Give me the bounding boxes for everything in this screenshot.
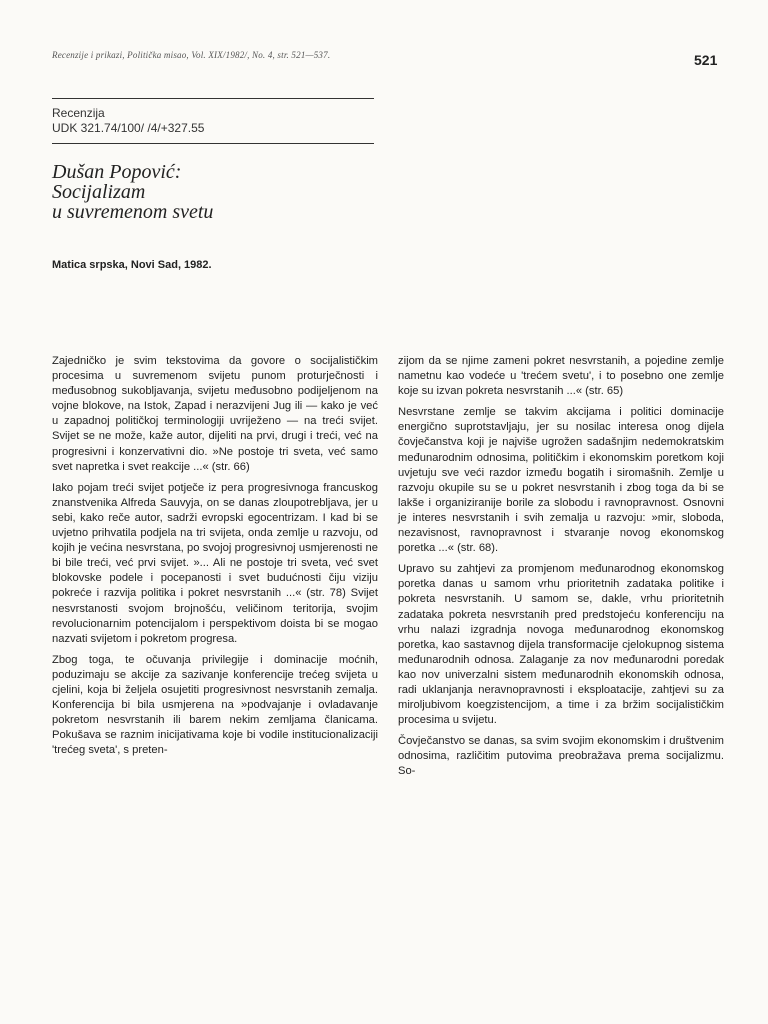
review-meta bbox=[52, 106, 204, 136]
paragraph: Nesvrstane zemlje se takvim akcijama i politici dominacije energično suprotstavljaju, jer su nosilac interesa onog dijela čovječanstva koji je najviše ugrožen sadašnjim nedemokratskim međunarodnim odnosima, političkim i ekonomskim poretkom koji uvjetuju sve veći razdor između bogatih i siromašnih. Zemlje u razvoju okupile su se u pokret nesvrstanih i zbog toga da bi se lakše i organiziranije borile za slobodu i ravnopravnost. Osnovni je interes nesvrstanih i svih zemalja u razvoju: »mir, sloboda, nezavisnost, ravnopravnost i stvaranje novog ekonomskog poretka ...« (str. 68). bbox=[398, 406, 724, 555]
page-number: 521 bbox=[694, 52, 718, 68]
paragraph: Čovječanstvo se danas, sa svim svojim ekonomskim i društvenim odnosima, različitim putovima preobražava prema socijalizmu. So- bbox=[398, 735, 724, 778]
publisher-line: Matica srpska, Novi Sad, 1982. bbox=[52, 259, 212, 271]
paragraph: Zajedničko je svim tekstovima da govore o socijalističkim procesima u suvremenom svijetu punom proturječnosti i međusobnog sukobljavanja, svijetu međusobno podijeljenom na vojne blokove, na Istok, Zapad i nerazvijeni Jug ili — kako je već u zapadnoj političkoj terminologiji uvriježeno — na treći svijet. Svijet se ne može, kaže autor, dijeliti na prvi, drugi i treći, već na progresivni i konzervativni dio. »Ne postoje tri sveta, već samo svet napretka i svet reakcije ...« (str. 66) bbox=[52, 355, 378, 473]
divider-bottom bbox=[52, 143, 374, 144]
paragraph: Zbog toga, te očuvanja privilegije i dominacije moćnih, poduzimaju se akcije za sazivanje konferencije trećeg svijeta u cjelini, koja bi željela osujetiti progresivnost nesvrstanih zemalja. Konferencija bi bila usmjerena na »podvajanje i ovladavanje pokretom nesvrstanih ili barem nekim zemljama članicama. Pokušava se raznim inicijativama koje bi vodile institucionalizaciji 'trećeg sveta', s preten- bbox=[52, 653, 378, 757]
running-head: Recenzije i prikazi, Politička misao, Vol. XIX/1982/, No. 4, str. 521—537. bbox=[52, 50, 331, 60]
udk-code: UDK 321.74/100/ /4/+327.55 bbox=[52, 121, 205, 135]
paragraph: Iako pojam treći svijet potječe iz pera progresivnoga francuskog znanstvenika Alfreda Sauvyja, on se danas zloupotrebljava, jer u sebi, kako reče autor, sadrži evropski egocentrizam. I kad bi se uvjetno prihvatila podjela na tri svijeta, onda zemlje u razvoju, od kojih je većina nesvrstana, po svojoj progresivnoj usmjerenosti ne bi bile treći, već prvi svijet. »... Ali ne postoje tri sveta, već svet blokovske podele i pocepanosti i svet budućnosti čiju viziju pokreće i razvija politika i pokret nesvrstanih ...« (str. 78) Svijet nesvrstanosti svojom brojnošću, veličinom teritorija, svojim revolucionarnim potencijalom i perspektivom doista bi se mogao nazvati svijetom i pokretom progresa. bbox=[52, 481, 378, 645]
book-title bbox=[52, 162, 213, 222]
column-right bbox=[398, 354, 724, 786]
column-left bbox=[52, 354, 378, 764]
book-author: Dušan Popović: bbox=[52, 161, 182, 183]
book-title-line-1: Socijalizam bbox=[52, 181, 146, 203]
paragraph: zijom da se njime zameni pokret nesvrstanih, a pojedine zemlje nametnu kao vodeće u 'trećem svetu', i to posebno one zemlje koje su izvan pokreta nesvrstanih ...« (str. 65) bbox=[398, 355, 724, 398]
book-title-line-2: u suvremenom svetu bbox=[52, 201, 214, 223]
review-label: Recenzija bbox=[52, 106, 105, 120]
paragraph: Upravo su zahtjevi za promjenom međunarodnog ekonomskog poretka danas u samom vrhu prioritetnih zadataka politike i pokreta nesvrstanih. U samom se, dakle, vrhu prioritetnih zadataka pokreta nesvrstanih pred predstojeću konferenciju na vrhu nalazi izgradnja novoga međunarodnog ekonomskog poretka, kao sastavnog dijela transformacije cjelokupnog sistema međunarodnih odnosa. Zalaganje za nov međunarodni poredak kao nov univerzalni sistem međunarodnih ekonomskih odnosa, radi uklanjanja neravnopravnosti i eksploatacije, zahtjevi su za miroljubivom koegzistencijom, a time i za bržim socijalističkim procesima u svijetu. bbox=[398, 563, 724, 727]
divider-top bbox=[52, 98, 374, 99]
